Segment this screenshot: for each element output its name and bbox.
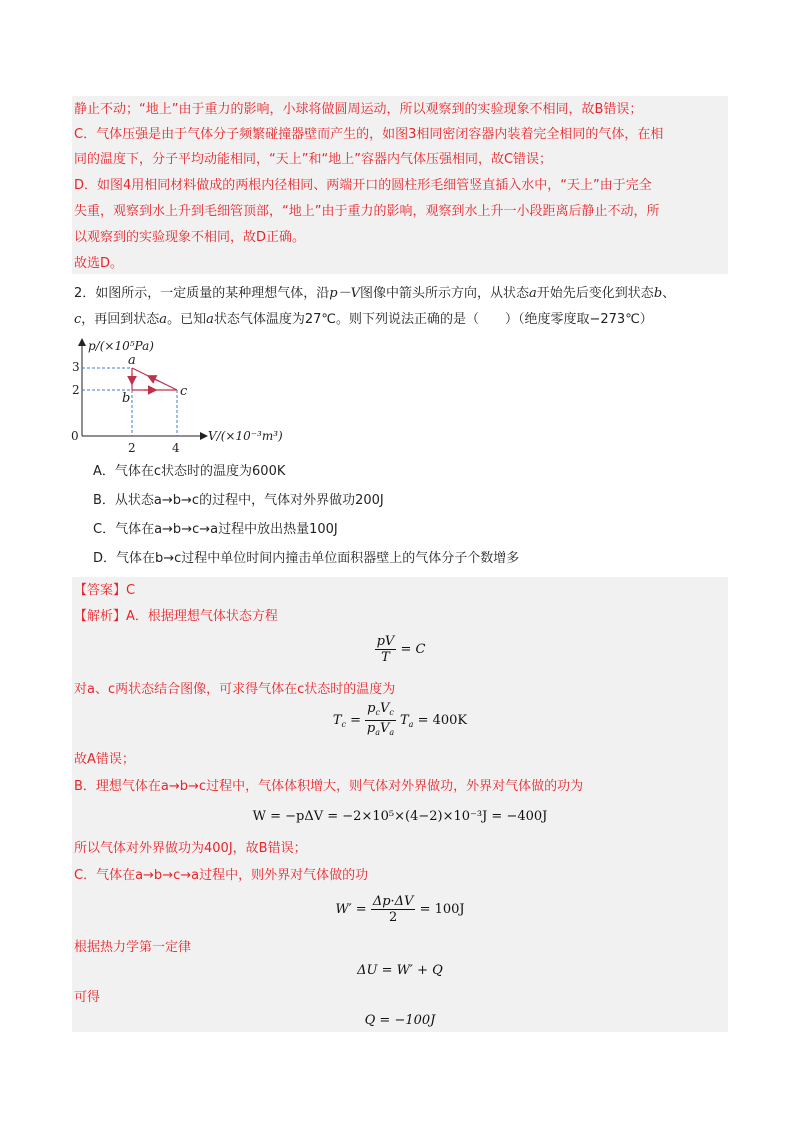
analysis-a-text: 对a、c两状态结合图像，可求得气体在c状态时的温度为 xyxy=(74,682,396,697)
prev-solution-line: 以观察到的实验现象不相同，故D正确。 xyxy=(74,230,306,245)
analysis-c-intro: C．气体在a→b→c→a过程中，则外界对气体做的功 xyxy=(74,868,369,883)
analysis-b-conclusion: 所以气体对外界做功为400J，故B错误； xyxy=(74,841,307,856)
answer-value: C xyxy=(126,583,136,598)
option-a[interactable]: A．气体在c状态时的温度为600K xyxy=(93,464,286,479)
prev-solution-line: 静止不动；“地上”由于重力的影响，小球将做圆周运动，所以观察到的实验现象不相同，故B错误； xyxy=(74,102,643,117)
prev-solution-line: D．如图4用相同材料做成的两根内径相同、两端开口的圆柱形毛细管竖直插入水中，“天上”由于完全 xyxy=(74,178,652,193)
x-tick-2: 2 xyxy=(128,441,136,455)
prev-solution-line: 故选D。 xyxy=(74,256,124,271)
analysis-b-intro: B．理想气体在a→b→c过程中，气体体积增大，则气体对外界做功，外界对气体做的功为 xyxy=(74,779,584,794)
equation-temperature-c: $T_c$ = $\frac{p_cV_c}{p_aV_a}$ $T_a = 400K$ xyxy=(332,701,468,737)
point-a-label: a xyxy=(128,353,136,368)
prev-solution-line: 失重，观察到水上升到毛细管顶部，“地上”由于重力的影响，观察到水上升一小段距离后静止不动，所 xyxy=(74,204,660,219)
y-axis-label: p/(×10⁵Pa) xyxy=(88,339,154,353)
option-c[interactable]: C．气体在a→b→c→a过程中放出热量100J xyxy=(93,522,338,537)
analysis-a-conclusion: 故A错误； xyxy=(74,752,135,767)
point-c-label: c xyxy=(180,384,188,399)
analysis-law-text: 根据热力学第一定律 xyxy=(74,940,192,955)
prev-solution-line: 同的温度下，分子平均动能相同，“天上”和“地上”容器内气体压强相同，故C错误； xyxy=(74,152,553,167)
x-tick-4: 4 xyxy=(172,441,180,455)
y-tick-3: 3 xyxy=(72,360,80,374)
arrow-c-to-a xyxy=(150,377,160,382)
option-b[interactable]: B．从状态a→b→c的过程中，气体对外界做功200J xyxy=(93,493,384,508)
analysis-a-intro: 【解析】A．根据理想气体状态方程 xyxy=(74,609,278,624)
equation-net-work: W′ = $\frac{\Delta p\cdot\Delta V}{2}$ = 100J xyxy=(335,894,465,925)
question-stem: 2．如图所示，一定质量的某种理想气体，沿p－V图像中箭头所示方向，从状态a开始先后变化到状态b、 xyxy=(74,286,676,301)
equation-work: W = −pΔV = −2×10⁵×(4−2)×10⁻³J = −400J xyxy=(252,809,548,824)
y-tick-2: 2 xyxy=(72,383,80,397)
prev-solution-line: C．气体压强是由于气体分子频繁碰撞器壁而产生的，如图3相同密闭容器内装着完全相同的气体，在相 xyxy=(74,127,664,142)
equation-heat: Q = −100J xyxy=(364,1013,436,1028)
origin-label: 0 xyxy=(71,429,79,443)
x-axis-label: V/(×10⁻³m³) xyxy=(208,429,283,443)
pv-diagram xyxy=(70,336,310,456)
equation-ideal-gas: $\frac{pV}{T}$ = C xyxy=(376,634,426,665)
equation-first-law: ΔU = W′ + Q xyxy=(357,963,443,978)
analysis-get-text: 可得 xyxy=(74,990,101,1005)
answer-line: 【答案】C xyxy=(74,583,136,598)
point-b-label: b xyxy=(122,391,131,406)
option-d[interactable]: D．气体在b→c过程中单位时间内撞击单位面积器壁上的气体分子个数增多 xyxy=(93,551,520,566)
question-stem-continued: c，再回到状态a。已知a状态气体温度为27℃。则下列说法正确的是（ ）（绝度零度取−273℃） xyxy=(74,312,653,327)
